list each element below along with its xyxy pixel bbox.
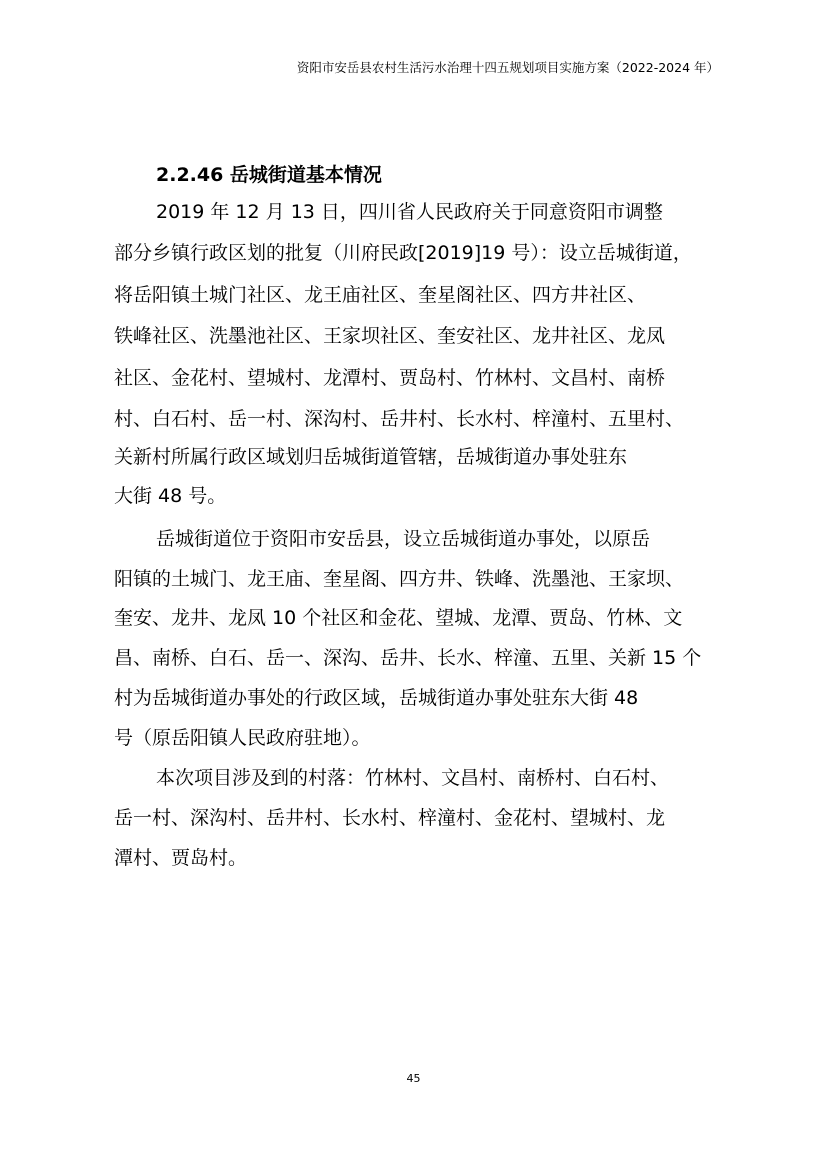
paragraph-1-line-5: 社区、金花村、望城村、龙潭村、贾岛村、竹林村、文昌村、南桥 [114,367,666,389]
paragraph-2-line-5: 村为岳城街道办事处的行政区域，岳城街道办事处驻东大街 48 [114,687,639,709]
section-heading: 2.2.46 岳城街道基本情况 [156,164,382,186]
paragraph-1-line-6: 村、白石村、岳一村、深沟村、岳井村、长水村、梓潼村、五里村、 [114,408,685,430]
paragraph-1-line-1: 2019 年 12 月 13 日，四川省人民政府关于同意资阳市调整 [156,201,663,223]
paragraph-1-line-4: 铁峰社区、洗墨池社区、王家坝社区、奎安社区、龙井社区、龙凤 [114,325,666,347]
paragraph-3-line-3: 潭村、贾岛村。 [114,847,248,869]
running-header: 资阳市安岳县农村生活污水治理十四五规划项目实施方案（2022-2024 年） [296,60,719,75]
paragraph-2-line-1: 岳城街道位于资阳市安岳县，设立岳城街道办事处，以原岳 [156,528,651,550]
paragraph-2-line-3: 奎安、龙井、龙凤 10 个社区和金花、望城、龙潭、贾岛、竹林、文 [114,607,683,629]
paragraph-2-line-6: 号（原岳阳镇人民政府驻地）。 [114,727,371,749]
paragraph-3-line-2: 岳一村、深沟村、岳井村、长水村、梓潼村、金花村、望城村、龙 [114,807,666,829]
paragraph-1-line-7: 关新村所属行政区域划归岳城街道管辖，岳城街道办事处驻东 [114,446,628,468]
paragraph-1-line-2: 部分乡镇行政区划的批复（川府民政[2019]19 号）：设立岳城街道， [114,242,692,264]
page-number: 45 [406,1072,421,1085]
paragraph-1-line-8: 大街 48 号。 [114,485,227,507]
paragraph-2-line-4: 昌、南桥、白石、岳一、深沟、岳井、长水、梓潼、五里、关新 15 个 [114,647,702,669]
paragraph-3-line-1: 本次项目涉及到的村落：竹林村、文昌村、南桥村、白石村、 [156,767,670,789]
paragraph-2-line-2: 阳镇的土城门、龙王庙、奎星阁、四方井、铁峰、洗墨池、王家坝、 [114,568,685,590]
paragraph-1-line-3: 将岳阳镇土城门社区、龙王庙社区、奎星阁社区、四方井社区、 [114,284,647,306]
